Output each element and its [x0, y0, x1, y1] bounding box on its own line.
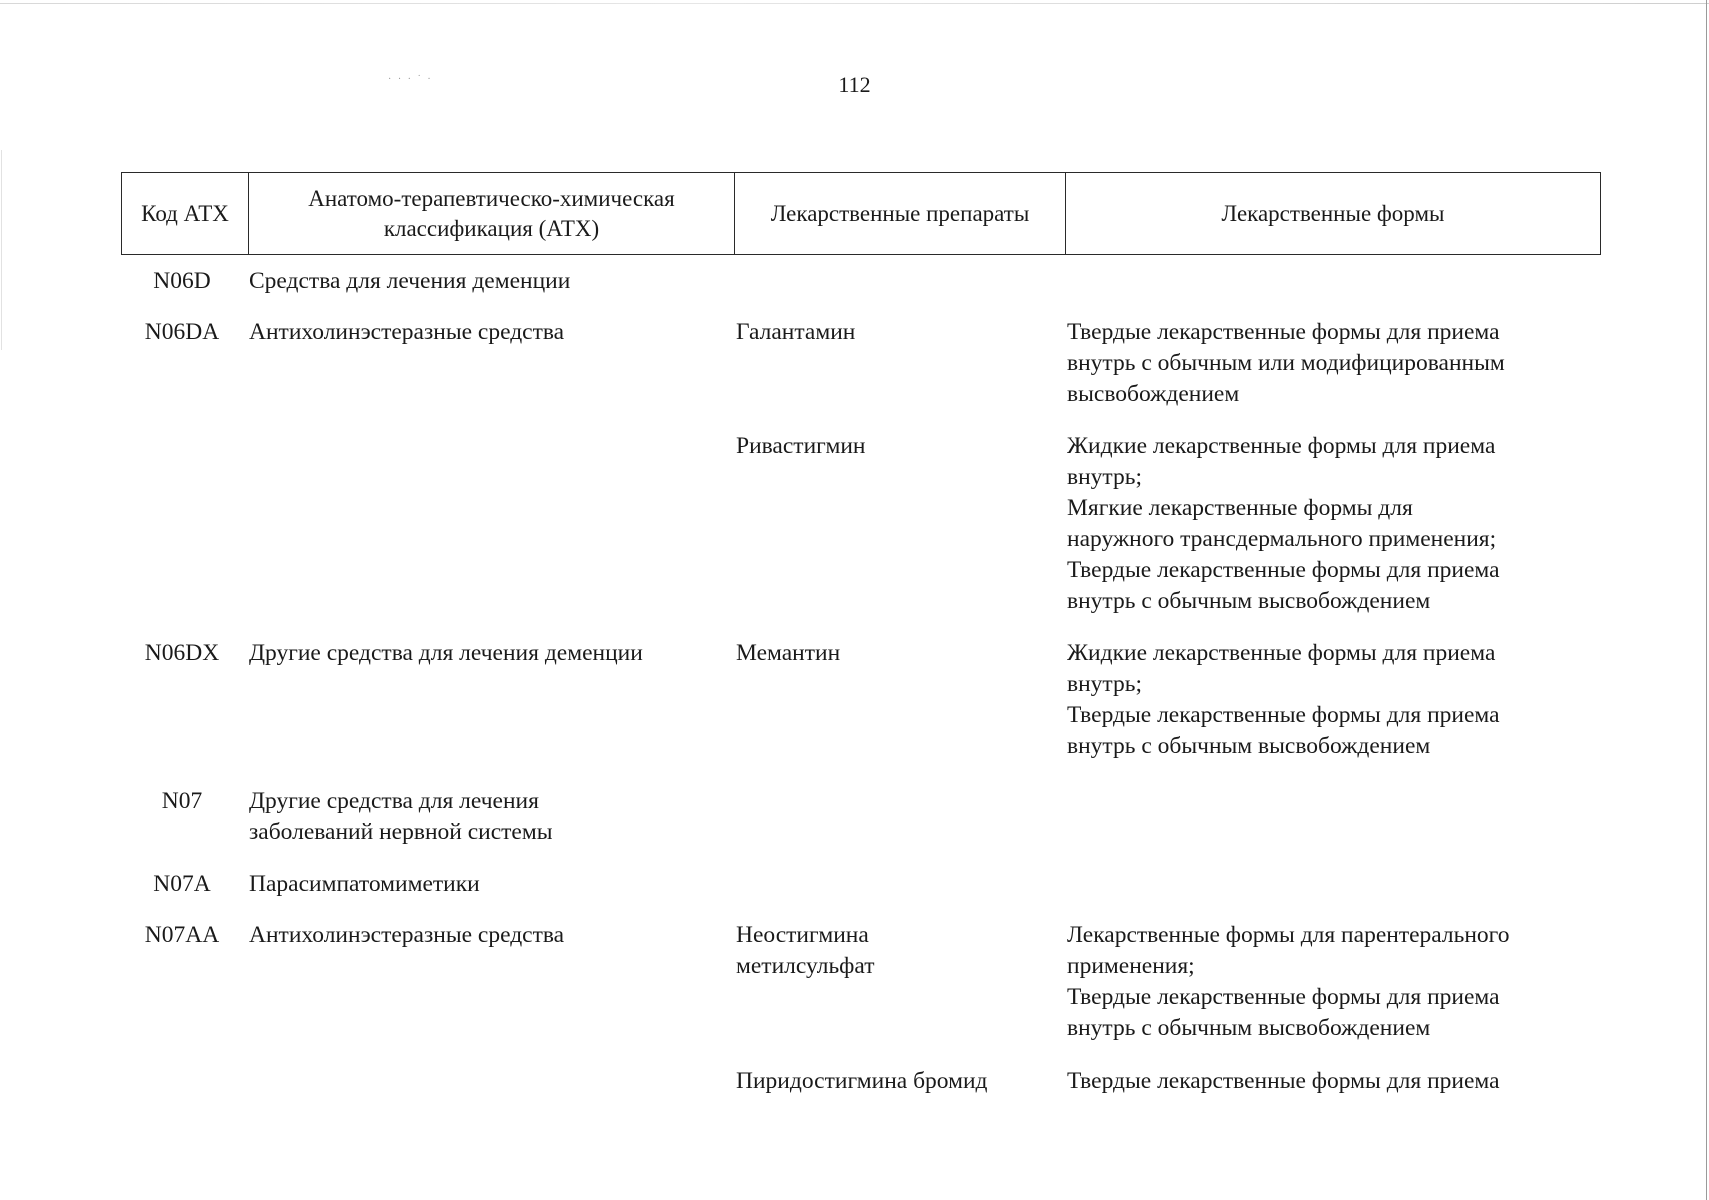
scan-edge-left: [1, 150, 2, 350]
dosage-form-line: Мягкие лекарственные формы для: [1067, 495, 1413, 521]
dosage-form-line: внутрь с обычным высвобождением: [1067, 733, 1431, 759]
dosage-form-line: Твердые лекарственные формы для приема: [1067, 319, 1500, 345]
dosage-forms: [1067, 920, 1607, 1044]
atc-code: N07A: [153, 871, 211, 897]
drug-name: Мемантин: [736, 640, 841, 666]
atc-classification: Антихолинэстеразные средства: [249, 319, 565, 345]
dosage-form-line: внутрь;: [1067, 464, 1142, 490]
header-code: Код АТХ: [141, 200, 229, 226]
atc-classification: [249, 786, 729, 848]
dosage-form-line: внутрь с обычным высвобождением: [1067, 1015, 1431, 1041]
atc-code: N06D: [153, 268, 211, 294]
drug-name: Пиридостигмина бромид: [736, 1068, 988, 1094]
header-drugs: Лекарственные препараты: [734, 173, 1065, 254]
header-classification: Анатомо-терапевтическо-химическая классификация (АТХ): [248, 173, 734, 254]
atc-code: N06DA: [144, 319, 220, 345]
dosage-form-line: Жидкие лекарственные формы для приема: [1067, 433, 1496, 459]
classification-line: заболеваний нервной системы: [249, 819, 553, 845]
scan-edge-top: [0, 3, 1709, 4]
drug-name-line: Неостигмина: [736, 922, 869, 948]
header-forms: Лекарственные формы: [1065, 173, 1600, 254]
dosage-form-line: Твердые лекарственные формы для приема: [1067, 557, 1500, 583]
table-header: [121, 172, 1601, 255]
atc-code: N07: [161, 788, 203, 814]
scan-edge-right: [1706, 0, 1707, 1200]
drug-name: [736, 920, 1066, 982]
dosage-form-line: Лекарственные формы для парентерального: [1067, 922, 1510, 948]
atc-code: N06DX: [144, 640, 220, 666]
dosage-form-line: внутрь;: [1067, 671, 1142, 697]
atc-code: N07AA: [144, 922, 220, 948]
dosage-forms: [1067, 638, 1607, 762]
dosage-form-line: высвобождением: [1067, 381, 1240, 407]
drug-name: Ривастигмин: [736, 433, 866, 459]
dosage-forms: [1067, 1066, 1607, 1097]
classification-line: Другие средства для лечения: [249, 788, 539, 814]
page-number: 112: [838, 72, 871, 97]
atc-classification: Антихолинэстеразные средства: [249, 922, 565, 948]
dosage-forms: [1067, 431, 1607, 617]
atc-classification: Средства для лечения деменции: [249, 268, 571, 294]
dosage-form-line: применения;: [1067, 953, 1195, 979]
atc-classification: Другие средства для лечения деменции: [249, 640, 643, 666]
dosage-form-line: Твердые лекарственные формы для приема: [1067, 1068, 1500, 1094]
dosage-form-line: Жидкие лекарственные формы для приема: [1067, 640, 1496, 666]
dosage-forms: [1067, 317, 1607, 410]
dosage-form-line: внутрь с обычным высвобождением: [1067, 588, 1431, 614]
drug-name: Галантамин: [736, 319, 856, 345]
dosage-form-line: наружного трансдермального применения;: [1067, 526, 1497, 552]
atc-classification: Парасимпатомиметики: [249, 871, 480, 897]
scan-specks: · · · ˙ ·: [388, 74, 433, 85]
dosage-form-line: Твердые лекарственные формы для приема: [1067, 984, 1500, 1010]
drug-name-line: метилсульфат: [736, 953, 875, 979]
dosage-form-line: внутрь с обычным или модифицированным: [1067, 350, 1505, 376]
dosage-form-line: Твердые лекарственные формы для приема: [1067, 702, 1500, 728]
